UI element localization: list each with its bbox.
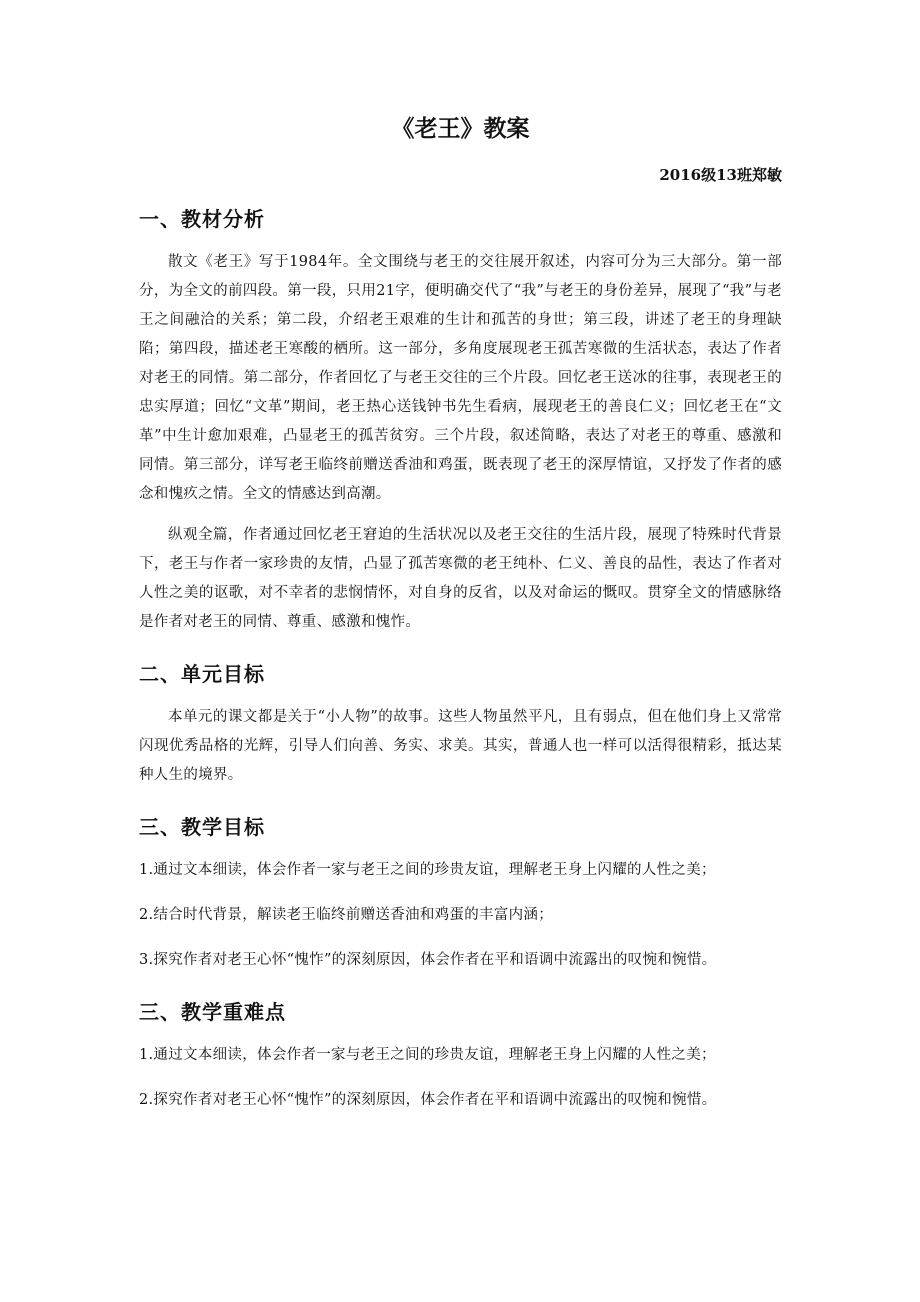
section-textbook-analysis xyxy=(139,204,782,637)
body-paragraph: 散文《老王》写于1984年。全文围绕与老王的交往展开叙述，内容可分为三大部分。第一部分，为全文的前四段。第一段，只用21字，便明确交代了“我”与老王的身份差异，展现了“我”与老王之间融洽的关系；第二段，介绍老王艰难的生计和孤苦的身世；第三段，讲述了老王的身理缺陷；第四段，描述老王寒酸的栖所。这一部分，多角度展现老王孤苦寒微的生活状态，表达了作者对老王的同情。第二部分，作者回忆了与老王交往的三个片段。回忆老王送冰的往事，表现老王的忠实厚道；回忆“文革”期间，老王热心送钱钟书先生看病，展现老王的善良仁义；回忆老王在“文革”中生计愈加艰难，凸显老王的孤苦贫穷。三个片段，叙述简略，表达了对老王的尊重、感激和同情。第三部分，详写老王临终前赠送香油和鸡蛋，既表现了老王的深厚情谊，又抒发了作者的感念和愧疚之情。全文的情感达到高潮。 xyxy=(139,254,782,502)
section-teaching-goals xyxy=(139,812,782,975)
document-body xyxy=(139,112,782,1131)
page-title: 《老王》教案 xyxy=(391,115,530,142)
list-item: 2.结合时代背景，解读老王临终前赠送香油和鸡蛋的丰富内涵； xyxy=(139,907,554,923)
section-heading: 二、单元目标 xyxy=(139,662,265,686)
body-paragraph: 纵观全篇，作者通过回忆老王窘迫的生活状况以及老王交往的生活片段，展现了特殊时代背景下，老王与作者一家珍贵的友情，凸显了孤苦寒微的老王纯朴、仁义、善良的品性，表达了作者对人性之美的讴歌，对不幸者的悲悯情怀，对自身的反省，以及对命运的慨叹。贯穿全文的情感脉络是作者对老王的同情、尊重、感激和愧怍。 xyxy=(139,527,782,630)
section-heading: 三、教学目标 xyxy=(139,815,265,839)
list-item: 3.探究作者对老王心怀“愧怍”的深刻原因，体会作者在平和语调中流露出的叹惋和惋惜。 xyxy=(139,952,717,968)
list-item: 1.通过文本细读，体会作者一家与老王之间的珍贵友谊，理解老王身上闪耀的人性之美； xyxy=(139,1047,716,1063)
section-heading: 一、教材分析 xyxy=(139,207,265,231)
section-heading: 三、教学重难点 xyxy=(139,1000,286,1024)
author-line: 2016级13班郑敏 xyxy=(659,166,782,184)
section-key-difficulties xyxy=(139,997,782,1115)
body-paragraph: 本单元的课文都是关于“小人物”的故事。这些人物虽然平凡，且有弱点，但在他们身上又常常闪现优秀品格的光辉，引导人们向善、务实、求美。其实，普通人也一样可以活得很精彩，抵达某种人生的境界。 xyxy=(139,709,782,783)
section-unit-goals xyxy=(139,659,782,790)
list-item: 2.探究作者对老王心怀“愧怍”的深刻原因，体会作者在平和语调中流露出的叹惋和惋惜。 xyxy=(139,1092,717,1108)
list-item: 1.通过文本细读，体会作者一家与老王之间的珍贵友谊，理解老王身上闪耀的人性之美； xyxy=(139,862,716,878)
